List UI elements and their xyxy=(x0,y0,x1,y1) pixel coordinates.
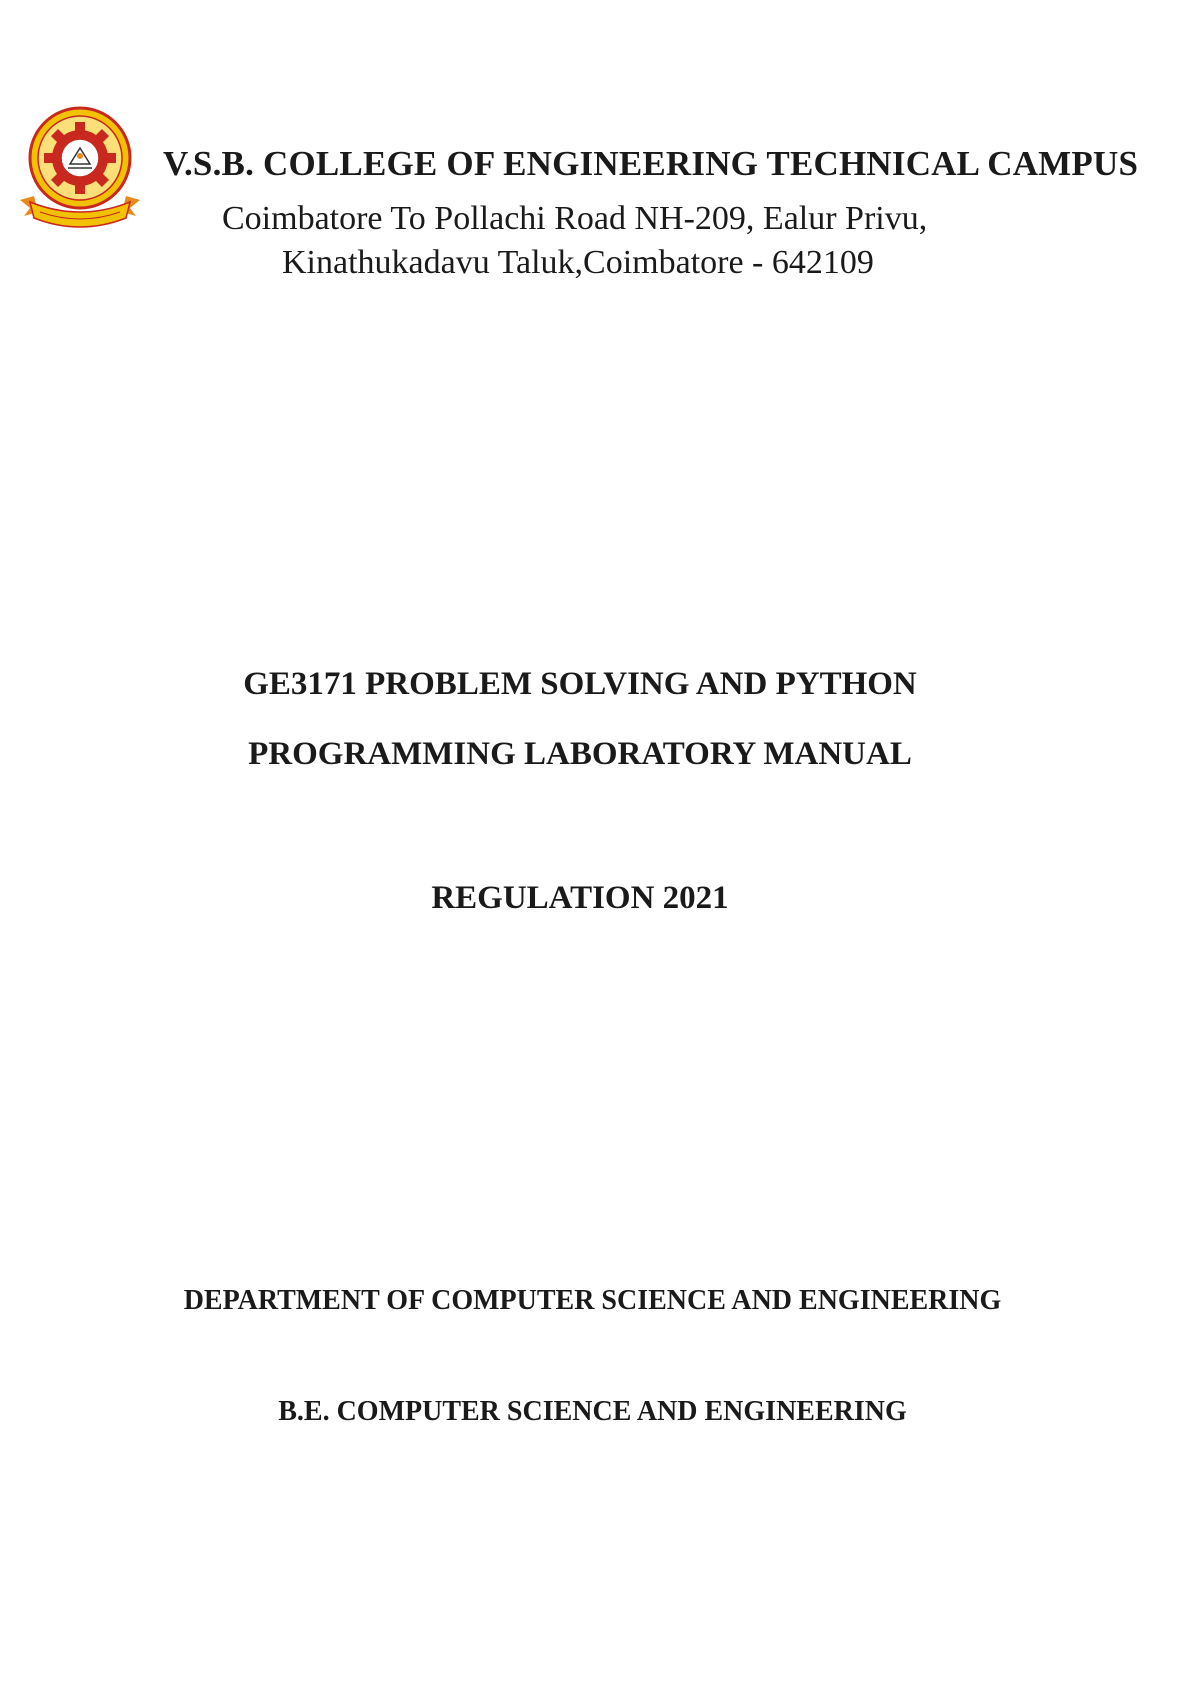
manual-title-line-2: PROGRAMMING LABORATORY MANUAL xyxy=(248,736,912,772)
college-emblem-icon xyxy=(16,104,144,236)
address-line-1: Coimbatore To Pollachi Road NH-209, Ealur Privu, xyxy=(222,200,928,237)
manual-title-line-1: GE3171 PROBLEM SOLVING AND PYTHON xyxy=(243,666,917,702)
college-logo xyxy=(16,104,144,236)
college-name: V.S.B. COLLEGE OF ENGINEERING TECHNICAL CAMPUS xyxy=(163,144,1139,183)
department-name: DEPARTMENT OF COMPUTER SCIENCE AND ENGINEERING xyxy=(183,1285,1002,1316)
regulation-label: REGULATION 2021 xyxy=(431,880,729,916)
degree-name: B.E. COMPUTER SCIENCE AND ENGINEERING xyxy=(278,1396,907,1427)
address-line-2: Kinathukadavu Taluk,Coimbatore - 642109 xyxy=(282,244,874,281)
